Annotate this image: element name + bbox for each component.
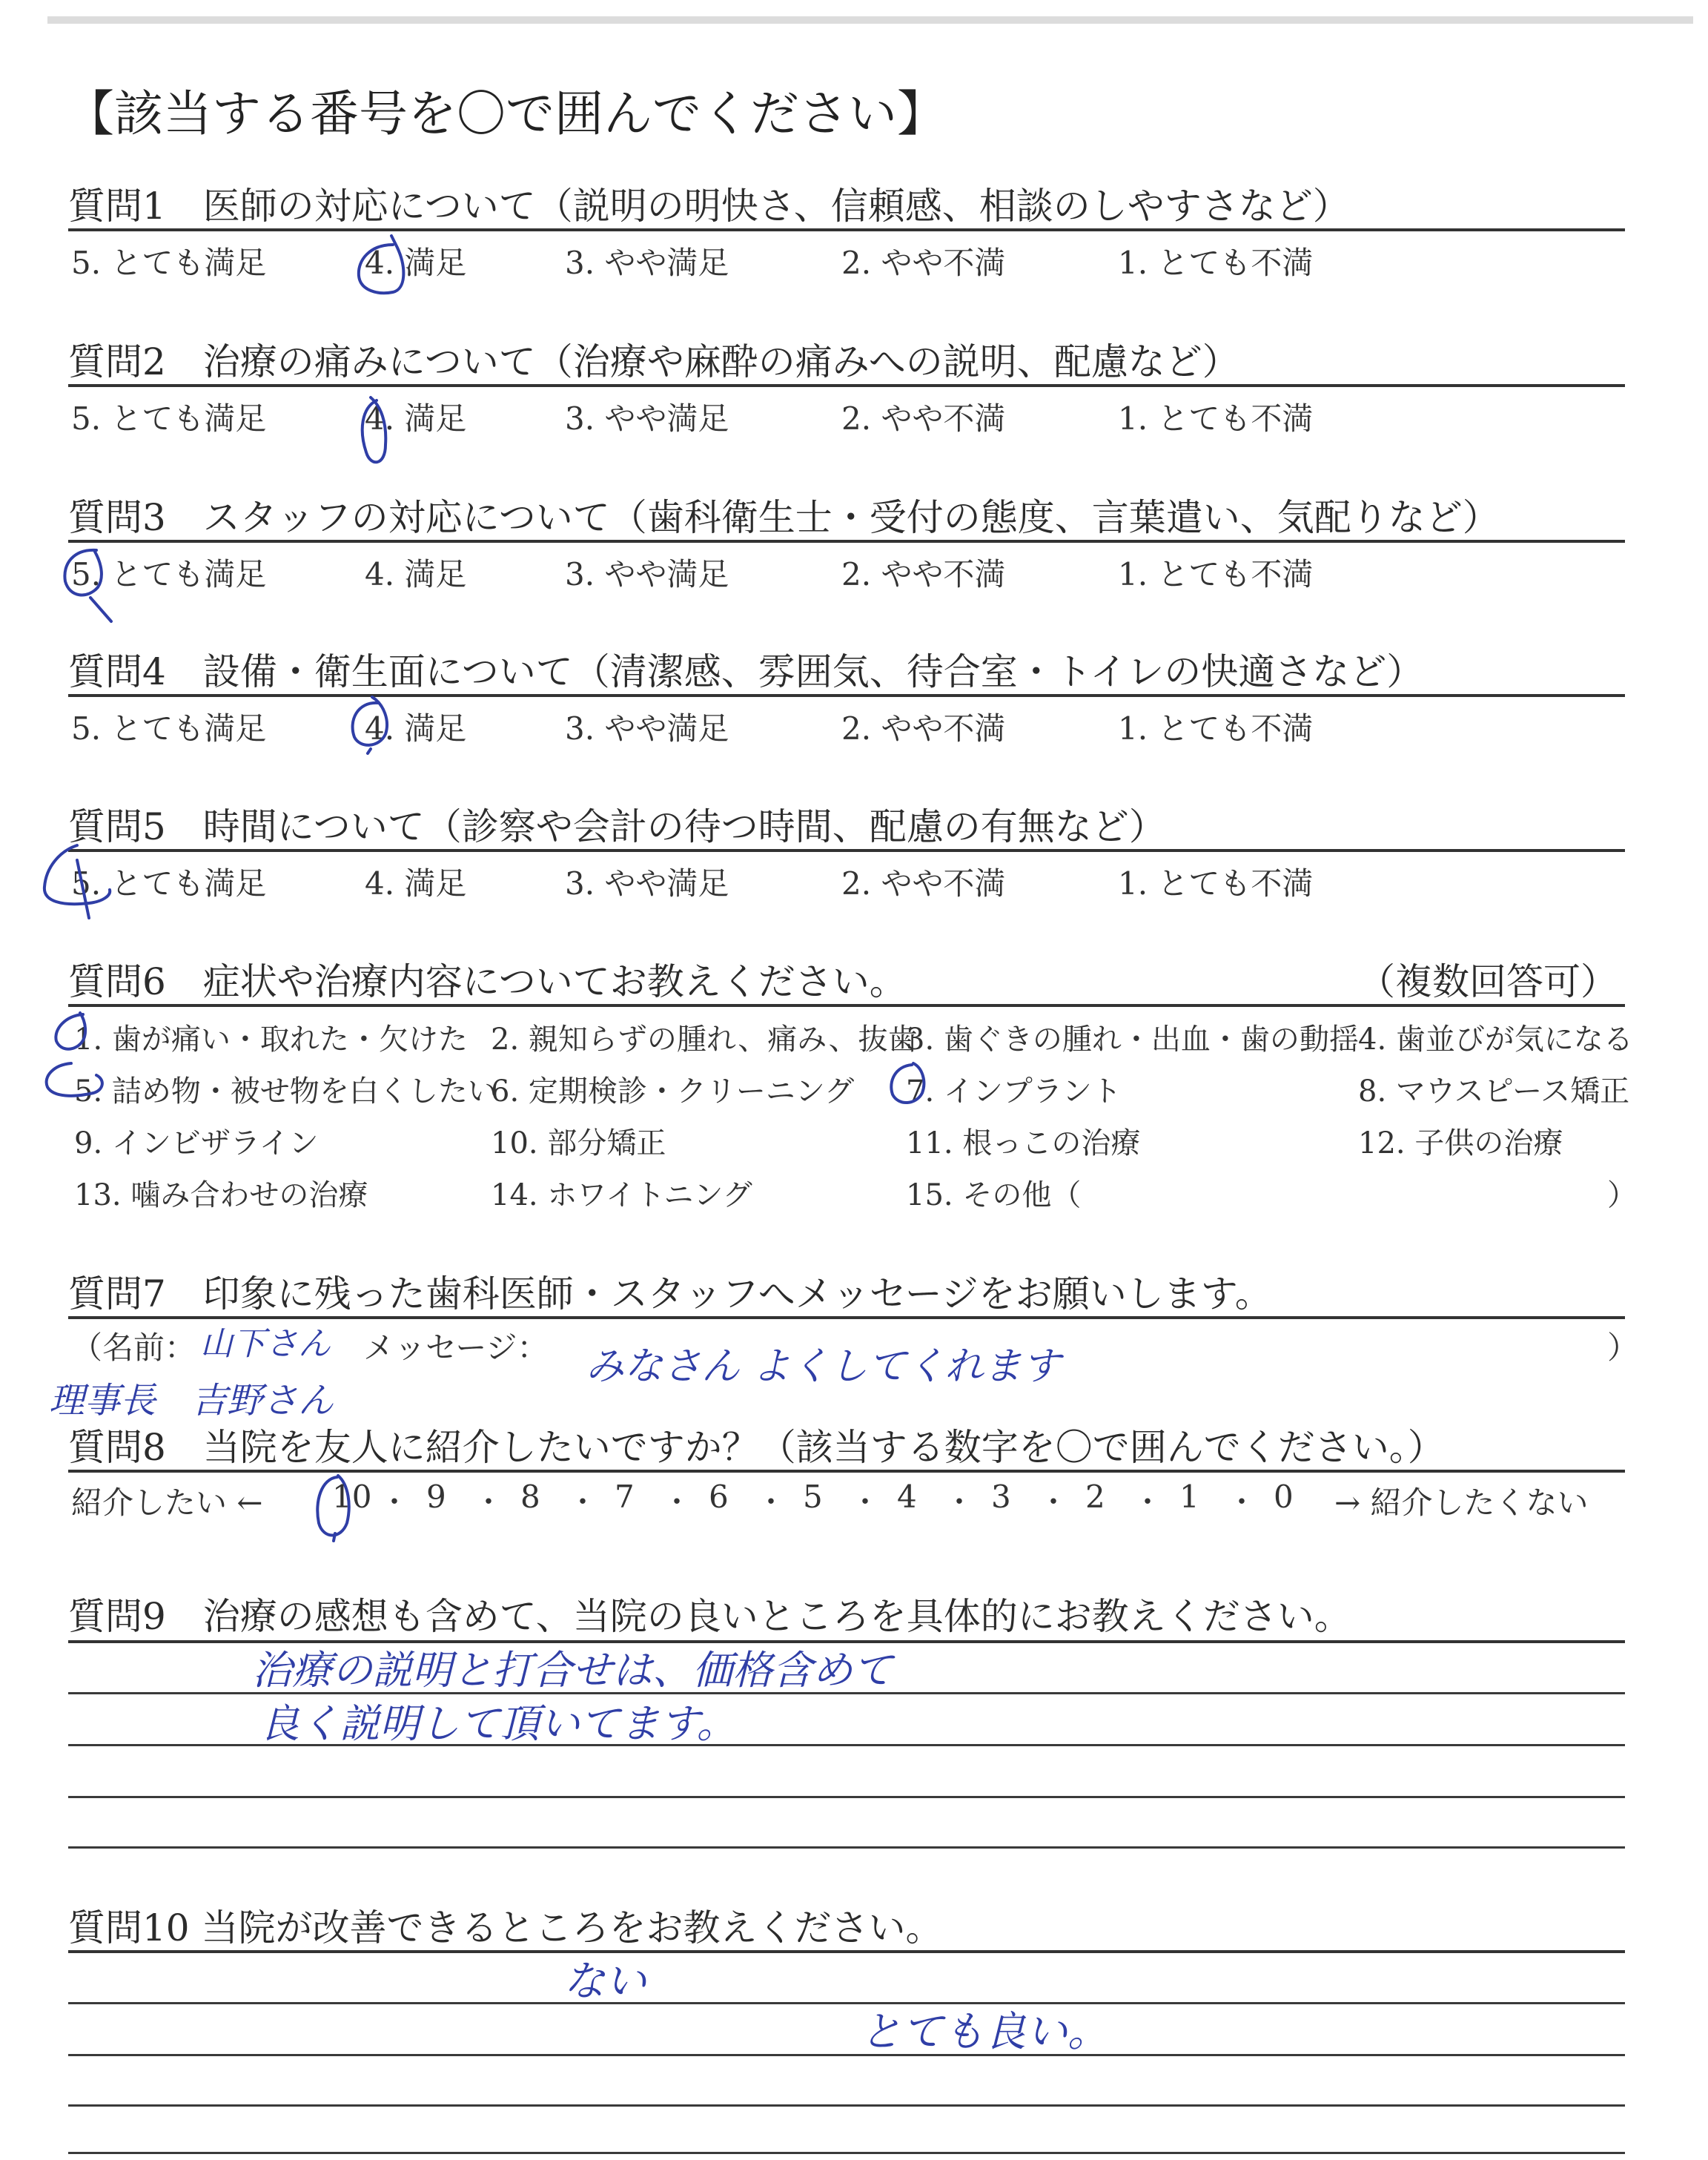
question-6-rule (68, 1004, 1625, 1007)
question-6-note: （複数回答可） (1358, 960, 1618, 1003)
q8-scale-separator: ・ (662, 1485, 692, 1519)
q1-option-2[interactable]: 2. やや不満 (841, 245, 1006, 281)
q9-line-3 (68, 1796, 1625, 1798)
q5-option-3[interactable]: 3. やや満足 (565, 865, 729, 902)
q5-option-2[interactable]: 2. やや不満 (841, 865, 1006, 902)
q8-scale-2[interactable]: 2 (1085, 1479, 1105, 1515)
q6-item-10[interactable]: 10. 部分矯正 (491, 1126, 666, 1160)
q6-item-13[interactable]: 13. 噛み合わせの治療 (74, 1178, 368, 1212)
q4-option-3[interactable]: 3. やや満足 (565, 710, 729, 747)
q4-option-2[interactable]: 2. やや不満 (841, 710, 1006, 747)
q10-handwritten-line-1[interactable]: ない (563, 1958, 646, 2006)
q7-message-label: メッセージ： (363, 1330, 549, 1366)
q1-option-5[interactable]: 5. とても満足 (71, 245, 267, 281)
q6-item-12[interactable]: 12. 子供の治療 (1358, 1126, 1563, 1160)
q8-scale-0[interactable]: 0 (1274, 1479, 1294, 1515)
q8-scale-separator: ・ (756, 1485, 786, 1519)
q6-other-close: ） (1607, 1178, 1637, 1212)
q1-option-4[interactable]: 4. 満足 (365, 245, 467, 281)
q6-item-6[interactable]: 6. 定期検診・クリーニング (491, 1074, 855, 1109)
q2-option-2[interactable]: 2. やや不満 (841, 400, 1006, 437)
q1-option-3[interactable]: 3. やや満足 (565, 245, 729, 281)
question-8-rule (68, 1470, 1625, 1473)
q9-line-4 (68, 1846, 1625, 1849)
q7-close: ） (1607, 1330, 1639, 1366)
q4-option-4[interactable]: 4. 満足 (365, 710, 467, 747)
question-10-title: 質問10 当院が改善できるところをお教えください。 (68, 1906, 943, 1949)
q8-scale-6[interactable]: 6 (709, 1479, 729, 1515)
question-1-rule (68, 228, 1625, 231)
question-1-title: 質問1 医師の対応について（説明の明快さ、信頼感、相談のしやすさなど） (68, 185, 1350, 228)
q6-item-9[interactable]: 9. インビザライン (74, 1126, 319, 1160)
q2-option-5[interactable]: 5. とても満足 (71, 400, 267, 437)
page-header: 【該当する番号を〇で囲んでください】 (65, 85, 946, 142)
q8-scale-7[interactable]: 7 (615, 1479, 635, 1515)
q7-handwritten-name-2: 理事長 吉野さん (49, 1380, 334, 1421)
q9-handwritten-line-1[interactable]: 治療の説明と打合せは、価格含めて (252, 1647, 893, 1694)
q9-handwritten-line-2[interactable]: 良く説明して頂いてます。 (259, 1700, 737, 1747)
q5-option-1[interactable]: 1. とても不満 (1118, 865, 1314, 902)
question-2-title: 質問2 治療の痛みについて（治療や麻酔の痛みへの説明、配慮など） (68, 340, 1239, 383)
q8-scale-separator: ・ (568, 1485, 598, 1519)
q4-option-5[interactable]: 5. とても満足 (71, 710, 267, 747)
question-6-title: 質問6 症状や治療内容についてお教えください。 (68, 960, 907, 1003)
q7-handwritten-name-1: 山下さん (200, 1325, 331, 1363)
q8-scale-8[interactable]: 8 (520, 1479, 540, 1515)
q8-scale-separator: ・ (1039, 1485, 1068, 1519)
question-7-title: 質問7 印象に残った歯科医師・スタッフへメッセージをお願いします。 (68, 1272, 1272, 1315)
q10-line-2 (68, 2054, 1625, 2056)
question-8-title: 質問8 当院を友人に紹介したいですか？（該当する数字を〇で囲んでください。） (68, 1426, 1445, 1469)
q8-scale-9[interactable]: 9 (426, 1479, 446, 1515)
question-5-rule (68, 849, 1625, 852)
question-10-rule (68, 1950, 1625, 1953)
q8-scale-separator: ・ (1227, 1485, 1257, 1519)
question-5-title: 質問5 時間について（診察や会計の待つ時間、配慮の有無など） (68, 805, 1166, 848)
question-3-title: 質問3 スタッフの対応について（歯科衛生士・受付の態度、言葉遣い、気配りなど） (68, 496, 1500, 539)
q8-left-label: 紹介したい ← (71, 1484, 263, 1521)
q7-handwritten-message[interactable]: みなさん よくしてくれます (586, 1344, 1061, 1389)
q8-scale-4[interactable]: 4 (897, 1479, 917, 1515)
q3-option-4[interactable]: 4. 満足 (365, 556, 467, 592)
q3-option-5[interactable]: 5. とても満足 (71, 556, 267, 592)
q6-item-1[interactable]: 1. 歯が痛い・取れた・欠けた (74, 1023, 468, 1057)
q6-item-8[interactable]: 8. マウスピース矯正 (1358, 1074, 1630, 1109)
q5-option-4[interactable]: 4. 満足 (365, 865, 467, 902)
q3-option-1[interactable]: 1. とても不満 (1118, 556, 1314, 592)
question-2-rule (68, 384, 1625, 387)
scan-top-border (47, 16, 1693, 24)
q2-option-3[interactable]: 3. やや満足 (565, 400, 729, 437)
q8-scale-1[interactable]: 1 (1179, 1479, 1199, 1515)
q7-name-label: （名前： (71, 1330, 196, 1366)
q6-item-11[interactable]: 11. 根っこの治療 (906, 1126, 1141, 1160)
q8-scale-separator: ・ (850, 1485, 880, 1519)
q10-line-3 (68, 2104, 1625, 2107)
question-4-rule (68, 694, 1625, 697)
q6-item-14[interactable]: 14. ホワイトニング (491, 1178, 752, 1212)
q8-scale-separator: ・ (474, 1485, 503, 1519)
q6-item-3[interactable]: 3. 歯ぐきの腫れ・出血・歯の動揺 (906, 1023, 1359, 1057)
q6-item-4[interactable]: 4. 歯並びが気になる (1358, 1023, 1633, 1057)
question-9-title: 質問9 治療の感想も含めて、当院の良いところを具体的にお教えください。 (68, 1595, 1351, 1638)
q1-option-1[interactable]: 1. とても不満 (1118, 245, 1314, 281)
question-4-title: 質問4 設備・衛生面について（清潔感、雰囲気、待合室・トイレの快適さなど） (68, 650, 1424, 693)
q3-option-3[interactable]: 3. やや満足 (565, 556, 729, 592)
q10-line-4 (68, 2152, 1625, 2154)
q2-option-1[interactable]: 1. とても不満 (1118, 400, 1314, 437)
q4-option-1[interactable]: 1. とても不満 (1118, 710, 1314, 747)
q5-option-5[interactable]: 5. とても満足 (71, 865, 267, 902)
q6-item-7[interactable]: 7. インプラント (906, 1074, 1122, 1109)
q6-item-5[interactable]: 5. 詰め物・被せ物を白くしたい (74, 1074, 497, 1109)
q8-scale-3[interactable]: 3 (991, 1479, 1011, 1515)
q8-scale-10[interactable]: 10 (332, 1479, 372, 1515)
q10-handwritten-line-2[interactable]: とても良い。 (860, 2008, 1109, 2056)
q8-scale-separator: ・ (380, 1485, 409, 1519)
q8-scale-separator: ・ (1133, 1485, 1162, 1519)
q6-item-15[interactable]: 15. その他（ (906, 1178, 1082, 1212)
question-3-rule (68, 540, 1625, 543)
q8-scale-5[interactable]: 5 (803, 1479, 823, 1515)
q3-option-2[interactable]: 2. やや不満 (841, 556, 1006, 592)
q2-option-4[interactable]: 4. 満足 (365, 400, 467, 437)
q10-line-1 (68, 2002, 1625, 2004)
q6-item-2[interactable]: 2. 親知らずの腫れ、痛み、抜歯 (491, 1023, 918, 1057)
q8-right-label: → 紹介したくない (1334, 1484, 1589, 1521)
q8-scale-separator: ・ (944, 1485, 974, 1519)
